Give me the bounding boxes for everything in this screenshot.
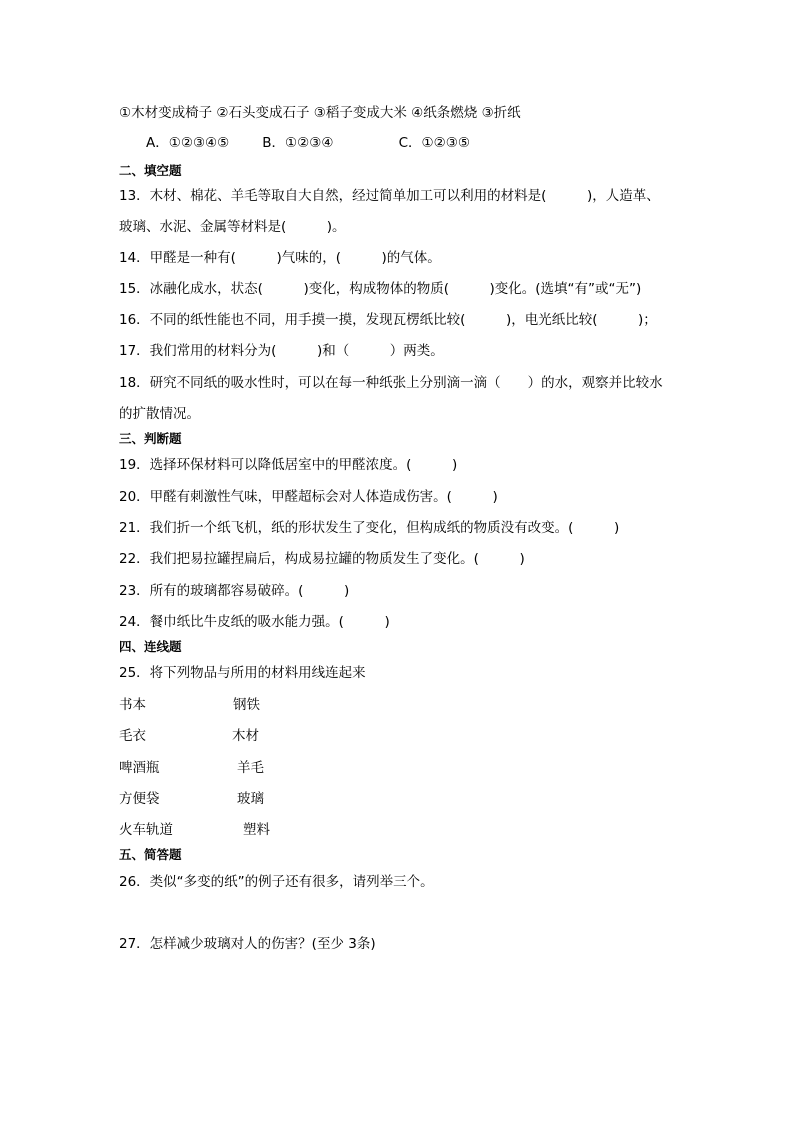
match-material: 钢铁 bbox=[233, 697, 260, 713]
question-24: 24．餐巾纸比牛皮纸的吸水能力强。( ) bbox=[119, 614, 390, 630]
question-21: 21．我们折一个纸飞机，纸的形状发生了变化，但构成纸的物质没有改变。( ) bbox=[119, 520, 620, 536]
match-item: 书本 bbox=[119, 697, 146, 713]
q12-option-c: C．①②③⑤ bbox=[398, 135, 470, 151]
question-18-line-1: 18．研究不同纸的吸水性时，可以在每一种纸张上分别滴一滴（ ）的水，观察并比较水 bbox=[119, 375, 663, 391]
question-23: 23．所有的玻璃都容易破碎。( ) bbox=[119, 583, 350, 599]
match-item: 毛衣 bbox=[119, 728, 146, 744]
q12-option-a: A．①②③④⑤ bbox=[146, 135, 230, 151]
section-heading-judge: 三、判断题 bbox=[119, 431, 182, 446]
q12-items: ①木材变成椅子 ②石头变成石子 ③稻子变成大米 ④纸条燃烧 ③折纸 bbox=[119, 105, 521, 121]
match-item: 啤酒瓶 bbox=[119, 760, 160, 776]
question-27: 27．怎样减少玻璃对人的伤害？(至少 3条) bbox=[119, 936, 376, 952]
question-19: 19．选择环保材料可以降低居室中的甲醛浓度。( ) bbox=[119, 457, 458, 473]
section-heading-match: 四、连线题 bbox=[119, 639, 182, 654]
question-16: 16．不同的纸性能也不同，用手摸一摸，发现瓦楞纸比较( )，电光纸比较( )； bbox=[119, 312, 657, 328]
question-17: 17．我们常用的材料分为( )和（ ）两类。 bbox=[119, 343, 444, 359]
question-13-line-2: 玻璃、水泥、金属等材料是( )。 bbox=[119, 219, 346, 235]
question-20: 20．甲醛有刺激性气味，甲醛超标会对人体造成伤害。( ) bbox=[119, 489, 498, 505]
question-25: 25．将下列物品与所用的材料用线连起来 bbox=[119, 665, 366, 681]
match-material: 塑料 bbox=[243, 822, 270, 838]
question-22: 22．我们把易拉罐捏扁后，构成易拉罐的物质发生了变化。( ) bbox=[119, 551, 525, 567]
question-14: 14．甲醛是一种有( )气味的，( )的气体。 bbox=[119, 250, 441, 266]
q12-option-b: B．①②③④ bbox=[262, 135, 334, 151]
match-material: 玻璃 bbox=[237, 791, 264, 807]
q12-options bbox=[146, 134, 470, 152]
match-item: 火车轨道 bbox=[119, 822, 173, 838]
match-item: 方便袋 bbox=[119, 791, 160, 807]
question-18-line-2: 的扩散情况。 bbox=[119, 406, 200, 422]
section-heading-short: 五、简答题 bbox=[119, 847, 182, 862]
question-15: 15．冰融化成水，状态( )变化，构成物体的物质( )变化。(选填“有”或“无”) bbox=[119, 281, 642, 297]
match-material: 羊毛 bbox=[237, 760, 264, 776]
question-26: 26．类似“多变的纸”的例子还有很多，请列举三个。 bbox=[119, 874, 434, 890]
match-material: 木材 bbox=[232, 728, 259, 744]
section-heading-fill: 二、填空题 bbox=[119, 163, 182, 178]
question-13-line-1: 13．木材、棉花、羊毛等取自大自然，经过简单加工可以利用的材料是( )，人造革、 bbox=[119, 188, 660, 204]
